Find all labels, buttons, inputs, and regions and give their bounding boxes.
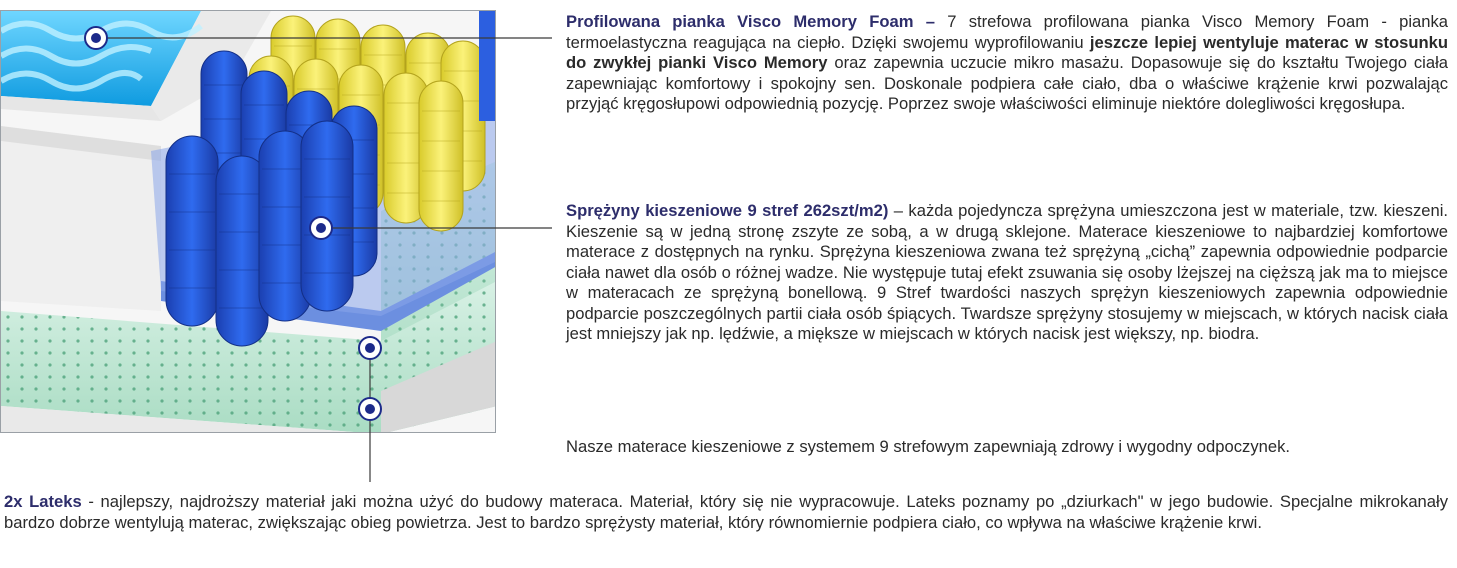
visco-foam-text-a: 7 strefowa profilowana pianka Visco Memory Foam - pianka termoelastyczna reagująca na ciepło. Dzięki swojemu wyprofilowaniu bbox=[566, 12, 1448, 52]
visco-foam-text-b: oraz zapewnia uczucie mikro masażu. Dopasowuje się do kształtu Twojego ciała zapewniając komfortowy i spokojny sen. Doskonale podpiera całe ciało, dba o właściwe krążenie krwi pozwalając przyjąć kręgosłupowi odpowiednią pozycję. Poprzez swoje właściwości eliminuje niektóre dolegliwości kręgosłupa. bbox=[566, 53, 1448, 113]
latex-text: - najlepszy, najdroższy materiał jaki można użyć do budowy materaca. Materiał, który się nie wypracowuje. Lateks poznamy po „dziurkach" w jego budowie. Specjalne mikrokanały bardzo dobrze wentylują materac, zwiększając obieg powietrza. Jest to bardzo sprężysty materiał, który równomiernie podpiera ciało, co wpływa na właściwe krążenie krwi. bbox=[4, 492, 1448, 532]
pocket-springs-title: Sprężyny kieszeniowe 9 stref 262szt/m2) bbox=[566, 201, 889, 220]
spring-pocket bbox=[166, 136, 218, 326]
mattress-layers-drawing bbox=[1, 11, 496, 433]
spring-pocket bbox=[419, 81, 463, 231]
pocket-springs-text: – każda pojedyncza sprężyna umieszczona jest w materiale, tzw. kieszeni. Kieszenie są w jedną stronę zszyte ze sobą, a w drugą sklejone. Materace kieszeniowe to najbardziej komfortowe materace z dostępnych na rynku. Sprężyna kieszeniowa zwana też sprężyną „cichą” zapewnia odpowiednie podparcie ciała nawet dla osób o różnej wadze. Nie występuje tutaj efekt zsuwania się osoby lżejszej na cięższą jak ma to miejsce w materacach ze sprężyną bonellową. 9 Stref twardości naszych sprężyn kieszeniowych zapewnia odpowiednie podparcie poszczególnych partii ciała osób śpiących. Twardsze sprężyny stosujemy w miejscach, w których nacisk ciała jest mniejszy jak np. lędźwie, a miększe w miejscach w których nacisk jest większy, np. biodra. bbox=[566, 201, 1448, 343]
mattress-cross-section-image bbox=[0, 10, 496, 433]
visco-foam-highlight: jeszcze lepiej wentyluje materac w stosunku do zwykłej pianki Visco Memory bbox=[566, 32, 1448, 72]
spring-pocket bbox=[301, 121, 353, 311]
visco-foam-description bbox=[566, 12, 1448, 115]
latex-description bbox=[4, 492, 1448, 533]
visco-foam-title: Profilowana pianka Visco Memory Foam – bbox=[566, 12, 935, 31]
latex-title: 2x Lateks bbox=[4, 492, 82, 511]
pocket-springs-summary: Nasze materace kieszeniowe z systemem 9 strefowym zapewniają zdrowy i wygodny odpoczynek. bbox=[566, 437, 1290, 456]
pocket-springs-description bbox=[566, 201, 1448, 345]
